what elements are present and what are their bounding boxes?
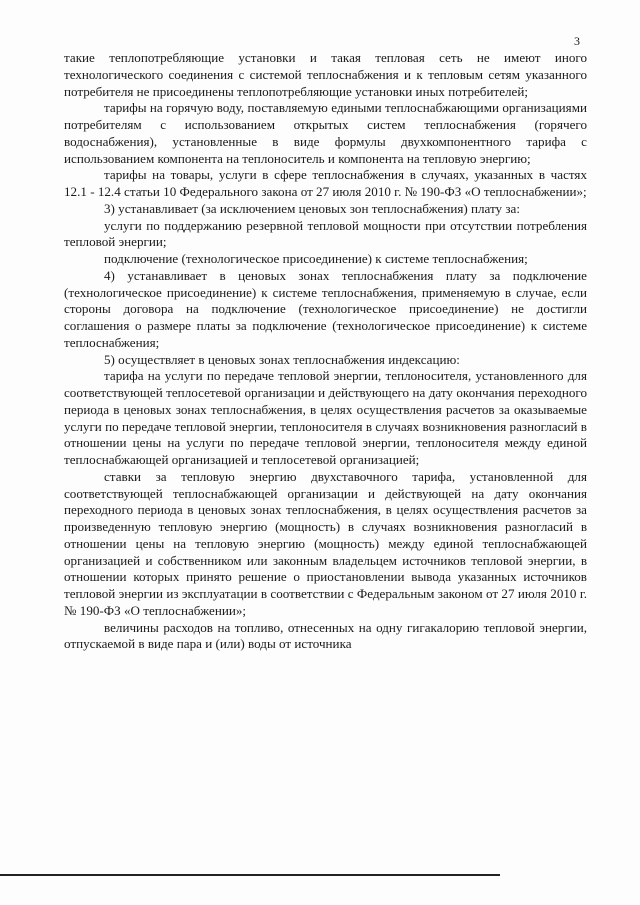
paragraph: тарифа на услуги по передаче тепловой энергии, теплоносителя, установленного для соответствующей теплосетевой организации и действующего на дату окончания переходного периода в ценовых зонах теплоснабжения, в целях осуществления расчетов за оказываемые услуги по передаче тепловой энергии, теплоносителя в случаях возникновения разногласий в отношении цены на услуги по передаче тепловой энергии, теплоносителя между единой теплоснабжающей организацией и теплосетевой организацией;: [64, 368, 587, 467]
document-body: [64, 50, 587, 653]
paragraph: 5) осуществляет в ценовых зонах теплоснабжения индексацию:: [104, 351, 460, 367]
paragraph: 4) устанавливает в ценовых зонах теплоснабжения плату за подключение (технологическое присоединение) к системе теплоснабжения, применяемую в случае, если стороны договора на подключение (технологическое присоединение) не достигли соглашения о размере платы за подключение (технологическое присоединение) к системе теплоснабжения;: [64, 267, 587, 350]
paragraph: ставки за тепловую энергию двухставочного тарифа, установленной для соответствующей теплоснабжающей организации и действующей на дату окончания переходного периода в ценовых зонах теплоснабжения, в целях осуществления расчетов за произведенную тепловую энергию (мощность) в случаях возникновения разногласий в отношении цены на тепловую энергию (мощность) между единой теплоснабжающей организацией и собственником или законным владельцем источников тепловой энергии, в отношении которых принято решение о приостановлении вывода указанных источников тепловой энергии из эксплуатации в соответствии с Федеральным законом от 27 июля 2010 г. № 190-ФЗ «О теплоснабжении»;: [64, 468, 587, 618]
paragraph: тарифы на горячую воду, поставляемую едиными теплоснабжающими организациями потребителям с использованием открытых систем теплоснабжения (горячего водоснабжения), установленные в виде формулы двухкомпонентного тарифа с использованием компонента на теплоноситель и компонента на тепловую энергию;: [64, 100, 587, 166]
bottom-divider: [0, 874, 500, 876]
paragraph: тарифы на товары, услуги в сфере теплоснабжения в случаях, указанных в частях 12.1 - 12.4 статьи 10 Федерального закона от 27 июля 2010 г. № 190-ФЗ «О теплоснабжении»;: [64, 167, 587, 199]
page-number: 3: [574, 34, 580, 48]
paragraph: услуги по поддержанию резервной тепловой мощности при отсутствии потребления тепловой энергии;: [64, 217, 587, 250]
paragraph: такие теплопотребляющие установки и такая тепловая сеть не имеют иного технологического соединения с системой теплоснабжения и к тепловым сетям указанного потребителя не присоединены теплопотребляющие установки иных потребителей;: [64, 50, 587, 99]
paragraph: 3) устанавливает (за исключением ценовых зон теплоснабжения) плату за:: [104, 200, 521, 216]
paragraph: величины расходов на топливо, отнесенных на одну гигакалорию тепловой энергии, отпускаемой в виде пара и (или) воды от источника: [64, 619, 587, 652]
paragraph: подключение (технологическое присоединение) к системе теплоснабжения;: [104, 251, 528, 266]
